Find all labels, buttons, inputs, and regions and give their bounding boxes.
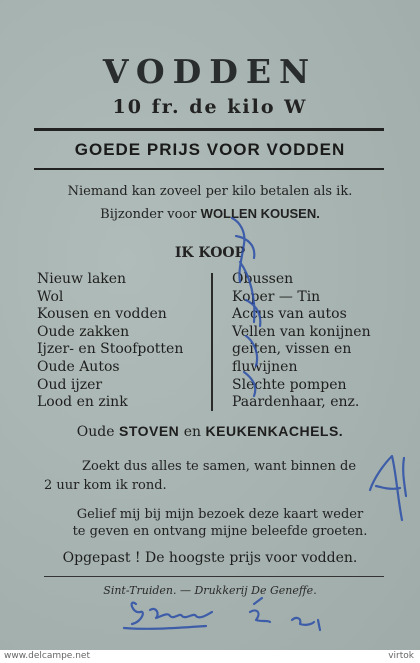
stoves-prefix: Oude <box>76 424 115 440</box>
column-divider <box>211 273 213 411</box>
stoves-word: STOVEN <box>118 423 180 439</box>
mid-rule <box>34 168 384 170</box>
site-watermark: www.delcampe.net <box>4 651 90 661</box>
list-item: Slechte pompen <box>232 376 347 393</box>
special-line <box>0 206 420 222</box>
special-emphasis: WOLLEN KOUSEN. <box>200 206 320 221</box>
return-card-paragraph <box>40 506 400 540</box>
list-item: Oude Autos <box>37 358 120 375</box>
list-item: Nieuw laken <box>37 271 127 287</box>
paragraph-line: Gelief mij bij mijn bezoek deze kaart weder <box>76 507 364 522</box>
section-heading: IK KOOP <box>174 245 246 261</box>
warning-line: Opgepast ! De hoogste prijs voor vodden. <box>62 550 358 566</box>
kitchen-stoves-word: KEUKENKACHELS. <box>205 423 344 439</box>
paragraph-line: te geven en ontvang mijne beleefde groeten. <box>72 524 368 539</box>
list-item: Wol <box>37 288 64 305</box>
bottom-rule <box>44 576 384 577</box>
list-item: Accus van autos <box>232 306 347 323</box>
intro-line: Niemand kan zoveel per kilo betalen als ik. <box>67 184 353 199</box>
list-item: Koper — Tin <box>232 288 321 305</box>
watermark-footer <box>0 650 420 663</box>
paragraph-line: 2 uur kom ik rond. <box>44 478 167 493</box>
list-item: Oud ijzer <box>37 376 103 393</box>
price-line: 10 fr. de kilo W <box>112 96 308 118</box>
special-prefix: Bijzonder voor <box>100 207 197 222</box>
list-item: Kousen en vodden <box>37 306 167 323</box>
printer-credit: Sint-Truiden. — Drukkerij De Geneffe. <box>103 584 317 597</box>
right-item-list <box>232 271 392 412</box>
list-item: Vellen van konijnen <box>232 323 371 340</box>
list-item: fluwijnen <box>232 358 298 375</box>
list-item: Paardenhaar, enz. <box>232 394 360 411</box>
list-item: Lood en zink <box>37 394 128 411</box>
list-item: Ijzer- en Stoofpotten <box>37 341 184 358</box>
left-item-list <box>37 271 207 412</box>
stoves-connector: en <box>183 424 202 440</box>
stoves-line <box>0 423 420 440</box>
card-title: VODDEN <box>102 52 318 91</box>
list-item: Oude zakken <box>37 323 130 340</box>
top-rule <box>34 128 384 131</box>
list-item: Obussen <box>232 271 294 287</box>
collection-paragraph <box>44 457 394 495</box>
list-item: geiten, vissen en <box>232 341 352 358</box>
paragraph-line: Zoekt dus alles te samen, want binnen de <box>81 459 357 474</box>
banner-text: GOEDE PRIJS VOOR VODDEN <box>74 140 346 159</box>
seller-watermark: virtok <box>388 651 414 661</box>
